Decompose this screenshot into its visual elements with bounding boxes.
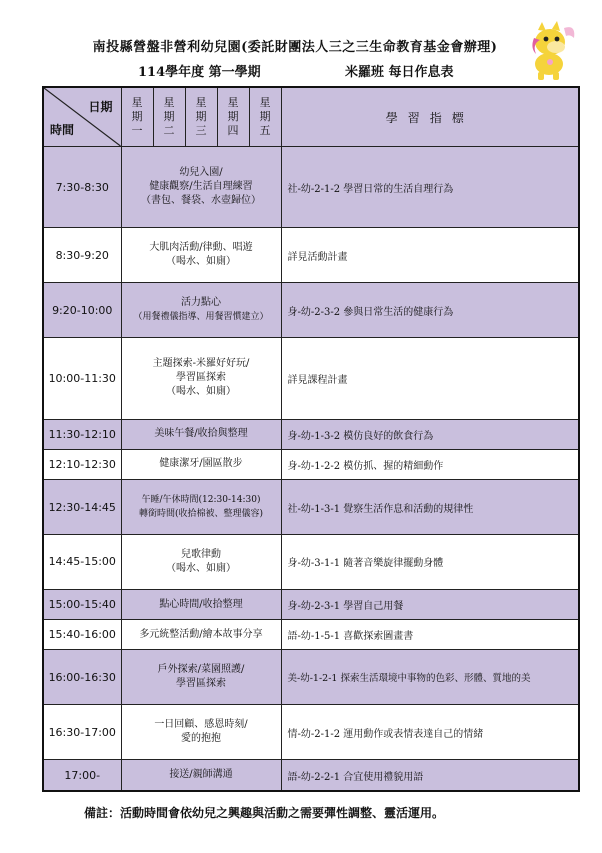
activity-cell: 接送/親師溝通 <box>121 760 281 791</box>
time-cell: 12:10-12:30 <box>43 449 121 479</box>
time-cell: 11:30-12:10 <box>43 419 121 449</box>
table-header-row <box>43 87 579 147</box>
goal-cell: 身-幼-2-3-2 參與日常生活的健康行為 <box>281 283 579 338</box>
activity-cell: 多元統整活動/繪本故事分享 <box>121 620 281 650</box>
activity-cell: 一日回顧、感恩時刻/ 愛的抱抱 <box>121 705 281 760</box>
time-cell: 16:30-17:00 <box>43 705 121 760</box>
time-cell: 8:30-9:20 <box>43 228 121 283</box>
table-row <box>43 228 579 283</box>
table-row <box>43 147 579 228</box>
table-row <box>43 620 579 650</box>
activity-cell: 健康潔牙/園區散步 <box>121 449 281 479</box>
goal-cell: 身-幼-3-1-1 隨著音樂旋律擺動身體 <box>281 534 579 589</box>
day-header-thu: 星 期 四 <box>217 87 249 147</box>
table-row <box>43 338 579 419</box>
goal-cell: 身-幼-2-3-1 學習自己用餐 <box>281 589 579 619</box>
corner-cell <box>43 87 121 147</box>
table-row <box>43 449 579 479</box>
table-row <box>43 283 579 338</box>
class-title: 米羅班 每日作息表 <box>345 65 454 80</box>
table-row <box>43 705 579 760</box>
corner-date-label: 日期 <box>88 100 113 114</box>
day-header-mon: 星 期 一 <box>121 87 153 147</box>
time-cell: 16:00-16:30 <box>43 650 121 705</box>
schedule-table <box>42 86 580 792</box>
table-row <box>43 480 579 535</box>
footer-note: 備註：活動時間會依幼兒之興趣與活動之需要彈性調整、靈活運用。 <box>84 806 445 820</box>
goal-cell: 情-幼-2-1-2 運用動作或表情表達自己的情緒 <box>281 705 579 760</box>
activity-cell: 美味午餐/收拾與整理 <box>121 419 281 449</box>
goal-cell: 詳見課程計畫 <box>281 338 579 419</box>
table-row <box>43 534 579 589</box>
time-cell: 15:00-15:40 <box>43 589 121 619</box>
activity-cell: 幼兒入園/ 健康觀察/生活自理練習 （書包、餐袋、水壺歸位） <box>121 147 281 228</box>
activity-cell: 戶外探索/菜園照護/ 學習區探索 <box>121 650 281 705</box>
activity-cell: 活力點心 （用餐禮儀指導、用餐習慣建立） <box>121 283 281 338</box>
time-cell: 10:00-11:30 <box>43 338 121 419</box>
day-header-wed: 星 期 三 <box>185 87 217 147</box>
time-cell: 7:30-8:30 <box>43 147 121 228</box>
goal-cell: 語-幼-2-2-1 合宜使用禮貌用語 <box>281 760 579 791</box>
school-year: 114學年度 第一學期 <box>138 65 261 80</box>
goal-cell: 美-幼-1-2-1 探索生活環境中事物的色彩、形體、質地的美 <box>281 650 579 705</box>
goal-cell: 語-幼-1-5-1 喜歡探索圖畫書 <box>281 620 579 650</box>
time-cell: 14:45-15:00 <box>43 534 121 589</box>
pony-mascot-icon <box>520 18 578 82</box>
learning-goal-header: 學習指標 <box>281 87 579 147</box>
page-title: 南投縣營盤非營利幼兒園(委託財團法人三之三生命教育基金會辦理) <box>92 40 498 55</box>
activity-cell: 兒歌律動 （喝水、如廁） <box>121 534 281 589</box>
activity-cell: 午睡/午休時間(12:30-14:30) 轉銜時間(收拾棉被、整理儀容) <box>121 480 281 535</box>
activity-cell: 主題探索-米羅好好玩/ 學習區探索 （喝水、如廁） <box>121 338 281 419</box>
activity-cell: 大肌肉活動/律動、唱遊 （喝水、如廁） <box>121 228 281 283</box>
corner-time-label: 時間 <box>50 123 75 137</box>
goal-cell: 詳見活動計畫 <box>281 228 579 283</box>
time-cell: 15:40-16:00 <box>43 620 121 650</box>
goal-cell: 身-幼-1-2-2 模仿抓、握的精細動作 <box>281 449 579 479</box>
goal-cell: 社-幼-2-1-2 學習日常的生活自理行為 <box>281 147 579 228</box>
table-row <box>43 419 579 449</box>
table-row <box>43 589 579 619</box>
time-cell: 12:30-14:45 <box>43 480 121 535</box>
goal-cell: 社-幼-1-3-1 覺察生活作息和活動的規律性 <box>281 480 579 535</box>
table-row <box>43 650 579 705</box>
day-header-fri: 星 期 五 <box>249 87 281 147</box>
activity-cell: 點心時間/收拾整理 <box>121 589 281 619</box>
table-row <box>43 760 579 791</box>
goal-cell: 身-幼-1-3-2 模仿良好的飲食行為 <box>281 419 579 449</box>
day-header-tue: 星 期 二 <box>153 87 185 147</box>
time-cell: 17:00- <box>43 760 121 791</box>
time-cell: 9:20-10:00 <box>43 283 121 338</box>
